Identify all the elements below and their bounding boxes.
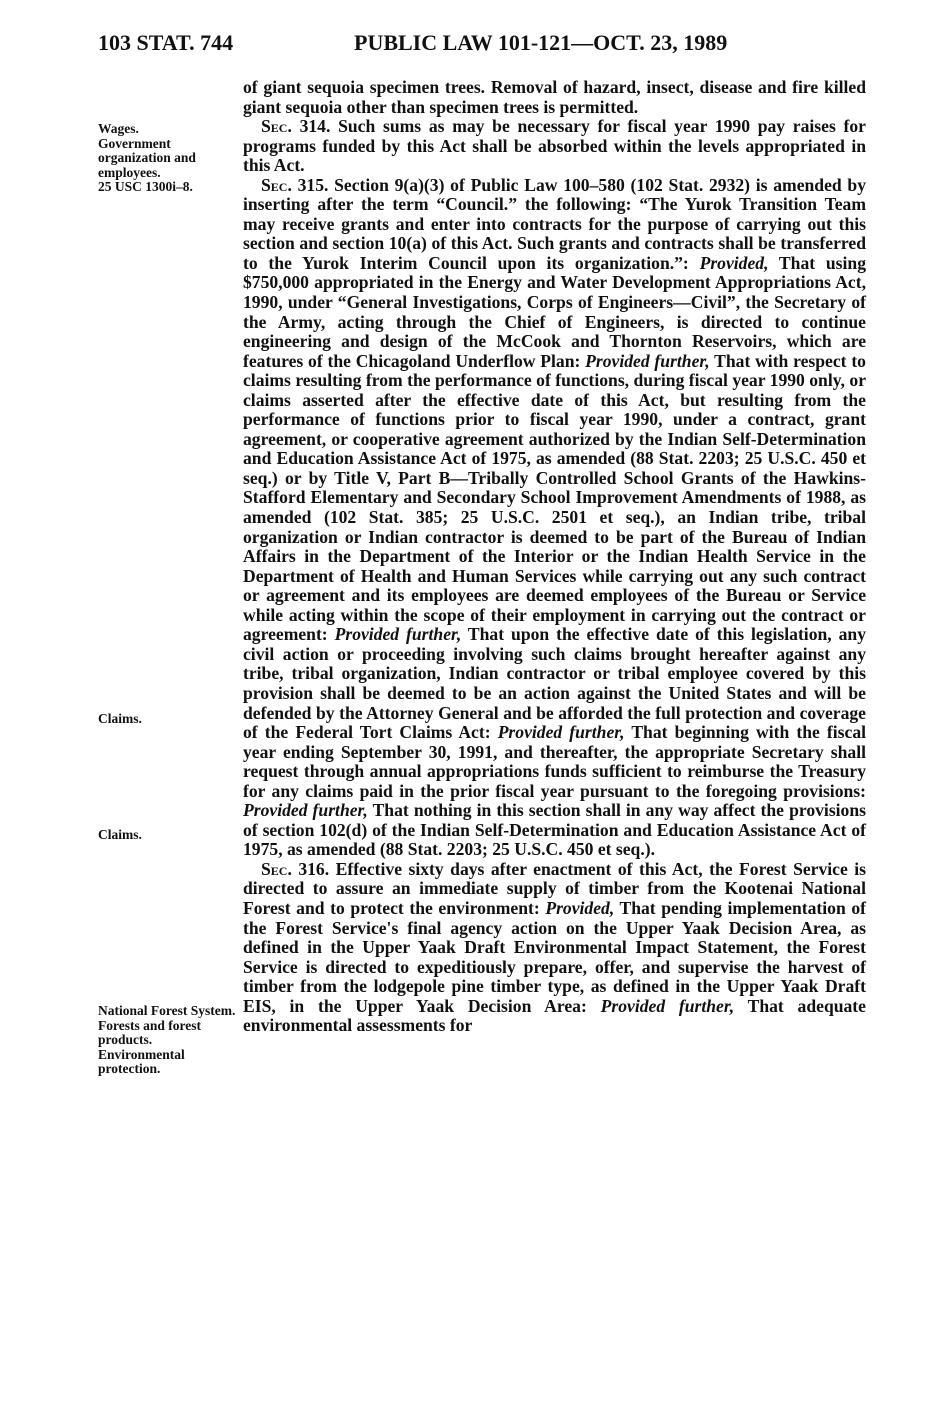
margin-note-national-forest <box>98 1004 238 1077</box>
section-text: That upon the effective date of this legislation, any civil action or proceeding involving such claims brought hereafter against any tribe, tribal organization, Indian contractor or tribal employee covered by this provision shall be deemed to be an action against the United States and will be defended by the Attorney General and be afforded the full protection and coverage of the Federal Tort Claims Act: <box>243 624 866 743</box>
section-text: That adequate environmental assessments for <box>243 995 866 1036</box>
page-header <box>98 30 838 62</box>
statute-reference: 103 STAT. 744 <box>98 30 234 55</box>
margin-note-text: Wages. Government organization and employees. 25 USC 1300i–8. <box>98 121 196 194</box>
section-314 <box>243 117 866 176</box>
paragraph-continuation <box>243 78 866 117</box>
section-label: Sec. <box>261 858 292 879</box>
section-text: That using $750,000 appropriated in the Energy and Water Development Appropriations Act, 1990, under “General Investigations, Corps of Engineers—Civil”, the Secretary of the Army, acting through the Chief of Engineers, is directed to continue engineering and design of the McCook and Thornton Reservoirs, which are features of the Chicagoland Underflow Plan: <box>243 252 866 371</box>
section-text: That nothing in this section shall in any way affect the provisions of section 102(d) of the Indian Self-Determination and Education Assistance Act of 1975, as amended (88 Stat. 2203; 25 U.S.C. 450 et seq.). <box>243 800 866 860</box>
section-text: That beginning with the fiscal year ending September 30, 1991, and thereafter, the appropriate Secretary shall request through annual appropriations funds sufficient to reimburse the Treasury for any claims paid in the prior fiscal year pursuant to the foregoing provisions: <box>243 722 866 801</box>
page-title: PUBLIC LAW 101-121—OCT. 23, 1989 <box>354 30 728 55</box>
section-text: That with respect to claims resulting from the performance of functions, during fiscal year 1990 only, or claims asserted after the effective date of this Act, but resulting from the performance of functions prior to fiscal year 1990, under a contract, grant agreement, or cooperative agreement authorized by the Indian Self-Determination and Education Assistance Act of 1975, as amended (88 Stat. 2203; 25 U.S.C. 450 et seq.) or by Title V, Part B—Tribally Controlled School Grants of the Hawkins-Stafford Elementary and Secondary School Improvement Amendments of 1988, as amended (102 Stat. 385; 25 U.S.C. 2501 et seq.), an Indian tribe, tribal organization or Indian contractor is deemed to be part of the Bureau of Indian Affairs in the Department of the Interior or the Indian Health Service in the Department of Health and Human Services while carrying out any such contract or agreement and its employees are deemed employees of the Bureau or Service while acting within the scope of their employment in carrying out the contract or agreement: <box>243 350 866 645</box>
section-text: 314. Such sums as may be necessary for fiscal year 1990 pay raises for programs funded by this Act shall be absorbed within the levels appropriated in this Act. <box>243 116 866 176</box>
section-text: 315. Section 9(a)(3) of Public Law 100–580 (102 Stat. 2932) is amended by inserting after the term “Council.” the following: “The Yurok Transition Team may receive grants and enter into contracts for the purpose of carrying out this section and section 10(a) of this Act. Such grants and contracts shall be transferred to the Yurok Interim Council upon its organization.”: <box>243 174 866 273</box>
section-label: Sec. <box>261 116 292 137</box>
proviso-label: Provided further, <box>243 800 368 821</box>
proviso-label: Provided further, <box>497 722 625 743</box>
margin-note-text: Claims. <box>98 711 142 726</box>
proviso-label: Provided further, <box>334 624 462 645</box>
margin-note-wages <box>98 122 238 195</box>
margin-note-claims-2 <box>98 828 238 843</box>
section-label: Sec. <box>261 174 292 195</box>
margin-note-text: Claims. <box>98 827 142 842</box>
section-316 <box>243 860 866 1036</box>
margin-note-text: National Forest System. Forests and forest products. Environmental protection. <box>98 1003 236 1076</box>
margin-note-claims-1 <box>98 712 238 727</box>
proviso-label: Provided further, <box>585 350 710 371</box>
section-text: That pending implementation of the Forest Service's final agency action on the Upper Yaak Decision Area, as defined in the Upper Yaak Draft Environmental Impact Statement, the Forest Service is directed to expeditiously prepare, offer, and supervise the harvest of timber from the lodgepole pine timber type, as defined in the Upper Yaak Draft EIS, in the Upper Yaak Decision Area: <box>243 897 866 1016</box>
statute-body <box>243 78 866 1036</box>
proviso-label: Provided, <box>699 252 769 273</box>
proviso-label: Provided further, <box>600 995 735 1016</box>
proviso-label: Provided, <box>545 897 615 918</box>
paragraph-text: of giant sequoia specimen trees. Removal of hazard, insect, disease and fire killed giant sequoia other than specimen trees is permitted. <box>243 77 866 117</box>
section-315 <box>243 176 866 860</box>
section-text: 316. Effective sixty days after enactment of this Act, the Forest Service is directed to assure an immediate supply of timber from the Kootenai National Forest and to protect the environment: <box>243 858 866 918</box>
